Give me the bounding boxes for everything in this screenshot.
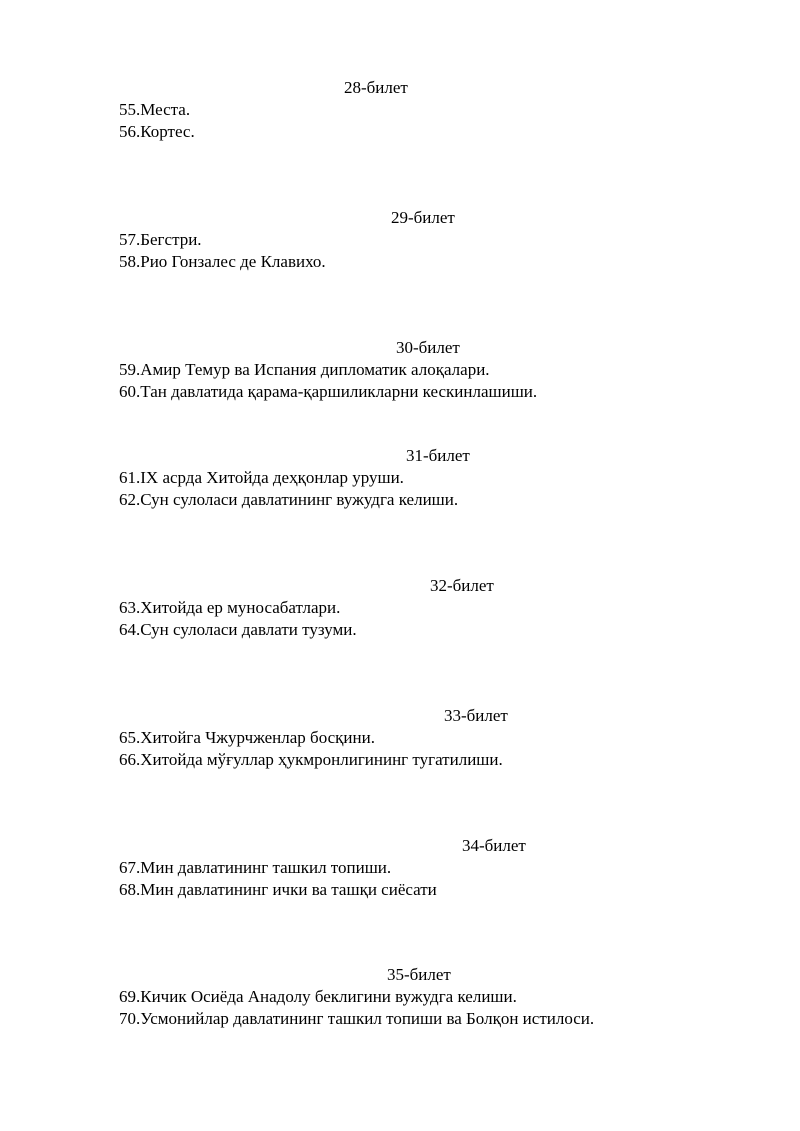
- question-item: 63.Хитойда ер муносабатлари.: [119, 598, 341, 617]
- ticket-title: 33-билет: [444, 706, 508, 725]
- question-item: 68.Мин давлатининг ички ва ташқи сиёсати: [119, 880, 437, 899]
- ticket-title: 34-билет: [462, 836, 526, 855]
- ticket-title: 28-билет: [344, 78, 408, 97]
- question-item: 59.Амир Темур ва Испания дипломатик алоқалари.: [119, 360, 490, 379]
- question-item: 69.Кичик Осиёда Анадолу беклигини вужудга келиши.: [119, 987, 517, 1006]
- ticket-title: 31-билет: [406, 446, 470, 465]
- question-item: 55.Места.: [119, 100, 191, 119]
- question-item: 67.Мин давлатининг ташкил топиши.: [119, 858, 392, 877]
- question-item: 61.IX асрда Хитойда деҳқонлар уруши.: [119, 468, 404, 487]
- question-item: 57.Бегстри.: [119, 230, 202, 249]
- ticket-title: 29-билет: [391, 208, 455, 227]
- ticket-title: 30-билет: [396, 338, 460, 357]
- question-item: 64.Сун сулоласи давлати тузуми.: [119, 620, 357, 639]
- question-item: 60.Тан давлатида қарама-қаршиликларни кескинлашиши.: [119, 382, 538, 401]
- ticket-title: 32-билет: [430, 576, 494, 595]
- question-item: 65.Хитойга Чжурчженлар босқини.: [119, 728, 375, 747]
- question-item: 70.Усмонийлар давлатининг ташкил топиши ва Болқон истилоси.: [119, 1009, 595, 1028]
- ticket-title: 35-билет: [387, 965, 451, 984]
- question-item: 56.Кортес.: [119, 122, 195, 141]
- question-item: 58.Рио Гонзалес де Клавихо.: [119, 252, 326, 271]
- question-item: 66.Хитойда мўғуллар ҳукмронлигининг тугатилиши.: [119, 750, 503, 769]
- question-item: 62.Сун сулоласи давлатининг вужудга келиши.: [119, 490, 459, 509]
